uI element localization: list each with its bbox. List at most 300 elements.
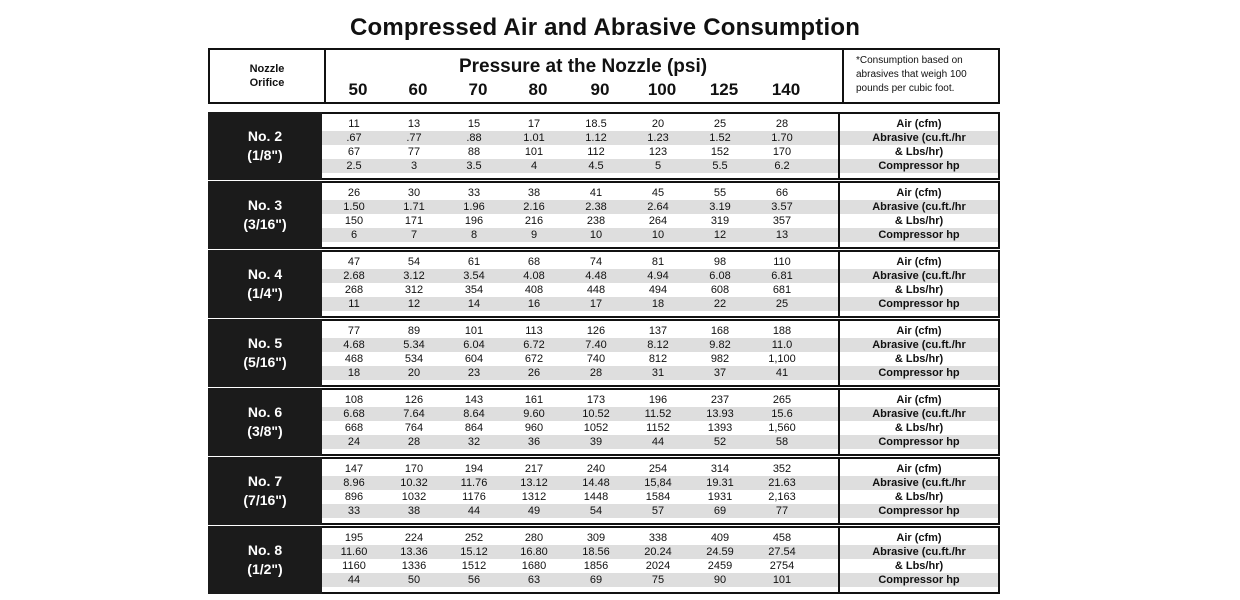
table-cell: 13.12 — [520, 477, 548, 489]
table-cell: 1336 — [401, 560, 427, 572]
table-row — [322, 462, 998, 476]
column-divider — [838, 459, 840, 523]
nozzle-label — [208, 112, 322, 180]
table-row — [322, 352, 998, 366]
table-cell: 98 — [713, 256, 727, 268]
table-cell: 1931 — [707, 491, 733, 503]
table-cell: 7.64 — [403, 408, 425, 420]
table-cell: 12 — [407, 298, 421, 310]
table-cell: 2.5 — [346, 160, 362, 172]
table-cell: 33 — [467, 187, 481, 199]
nozzle-size: (3/16") — [243, 216, 287, 232]
pressure-column-header: 70 — [468, 80, 488, 99]
table-cell: 27.54 — [768, 546, 796, 558]
table-row — [322, 504, 998, 518]
table-cell: 216 — [524, 215, 544, 227]
column-divider — [838, 183, 840, 247]
table-cell: 161 — [524, 394, 544, 406]
row-label: & Lbs/hr) — [894, 215, 944, 227]
nozzle-number: No. 5 — [247, 335, 283, 351]
table-row — [322, 531, 998, 545]
table-cell: 28 — [407, 436, 421, 448]
table-cell: 17 — [527, 118, 541, 130]
table-cell: 448 — [586, 284, 606, 296]
table-cell: 16.80 — [520, 546, 548, 558]
table-cell: 101 — [464, 325, 484, 337]
table-cell: 1.12 — [585, 132, 607, 144]
row-label: Abrasive (cu.ft./hr — [872, 408, 966, 420]
table-row — [322, 186, 998, 200]
row-label: & Lbs/hr) — [894, 560, 944, 572]
row-label: & Lbs/hr) — [894, 284, 944, 296]
table-cell: 14.48 — [582, 477, 610, 489]
table-row — [322, 117, 998, 131]
pressure-column-header: 140 — [771, 80, 801, 99]
table-cell: 1.52 — [709, 132, 731, 144]
table-cell: 314 — [710, 463, 730, 475]
nozzle-number: No. 2 — [247, 128, 283, 144]
table-cell: 982 — [710, 353, 730, 365]
table-cell: 468 — [344, 353, 364, 365]
table-cell: 5 — [654, 160, 662, 172]
table-row — [322, 214, 998, 228]
table-cell: 1.96 — [463, 201, 485, 213]
row-label: Compressor hp — [878, 574, 960, 586]
table-cell: 69 — [589, 574, 603, 586]
nozzle-size: (1/4") — [247, 285, 283, 301]
table-cell: 3.12 — [403, 270, 425, 282]
table-cell: 5.34 — [403, 339, 425, 351]
nozzle-data-block — [322, 181, 1000, 249]
table-cell: 45 — [651, 187, 665, 199]
table-header — [208, 48, 1000, 104]
row-label: Abrasive (cu.ft./hr — [872, 477, 966, 489]
pressure-column-header: 80 — [528, 80, 548, 99]
table-cell: 740 — [586, 353, 606, 365]
table-cell: 38 — [407, 505, 421, 517]
table-cell: 28 — [775, 118, 789, 130]
table-cell: 812 — [648, 353, 668, 365]
table-cell: 39 — [589, 436, 603, 448]
table-cell: 1.01 — [523, 132, 545, 144]
row-label: & Lbs/hr) — [894, 353, 944, 365]
table-cell: 14 — [467, 298, 481, 310]
table-cell: 1584 — [645, 491, 671, 503]
nozzle-number: No. 6 — [247, 404, 283, 420]
table-cell: 69 — [713, 505, 727, 517]
table-cell: 264 — [648, 215, 668, 227]
table-cell: 54 — [589, 505, 603, 517]
table-cell: 217 — [524, 463, 544, 475]
table-cell: 1.70 — [771, 132, 793, 144]
table-row — [322, 324, 998, 338]
table-cell: 2,163 — [768, 491, 796, 503]
table-cell: 26 — [347, 187, 361, 199]
table-cell: 6.72 — [523, 339, 545, 351]
table-cell: 352 — [772, 463, 792, 475]
column-divider — [838, 252, 840, 316]
row-label: Air (cfm) — [896, 394, 942, 406]
table-cell: 63 — [527, 574, 541, 586]
table-cell: 195 — [344, 532, 364, 544]
table-cell: 88 — [467, 146, 481, 158]
table-cell: 168 — [710, 325, 730, 337]
table-cell: 2024 — [645, 560, 671, 572]
table-cell: 15 — [467, 118, 481, 130]
chart-title: Compressed Air and Abrasive Consumption — [349, 14, 861, 41]
table-cell: 1.50 — [343, 201, 365, 213]
nozzle-label — [208, 526, 322, 594]
table-cell: 1052 — [583, 422, 609, 434]
table-cell: 494 — [648, 284, 668, 296]
table-cell: 77 — [347, 325, 361, 337]
column-divider — [838, 114, 840, 178]
table-cell: 268 — [344, 284, 364, 296]
table-cell: 240 — [586, 463, 606, 475]
table-cell: 41 — [589, 187, 603, 199]
table-cell: 4.68 — [343, 339, 365, 351]
table-cell: 32 — [467, 436, 481, 448]
nozzle-data-block — [322, 457, 1000, 525]
table-cell: 15.6 — [771, 408, 793, 420]
table-cell: 25 — [713, 118, 727, 130]
table-cell: 1680 — [521, 560, 547, 572]
table-cell: 6.68 — [343, 408, 365, 420]
table-cell: 18.56 — [582, 546, 610, 558]
row-label: Compressor hp — [878, 505, 960, 517]
table-cell: 101 — [524, 146, 544, 158]
table-cell: 18 — [651, 298, 665, 310]
table-cell: 338 — [648, 532, 668, 544]
table-cell: 7 — [410, 229, 418, 241]
table-cell: 252 — [464, 532, 484, 544]
nozzle-label — [208, 457, 322, 525]
table-row — [322, 545, 998, 559]
table-cell: 68 — [527, 256, 541, 268]
nozzle-size: (5/16") — [243, 354, 287, 370]
row-label: Abrasive (cu.ft./hr — [872, 132, 966, 144]
table-row — [322, 476, 998, 490]
table-cell: 57 — [651, 505, 665, 517]
row-label: Air (cfm) — [896, 187, 942, 199]
nozzle-data-block — [322, 319, 1000, 387]
table-cell: 49 — [527, 505, 541, 517]
table-cell: 2.68 — [343, 270, 365, 282]
table-cell: 3.5 — [466, 160, 482, 172]
nozzle-orifice-header — [210, 50, 326, 102]
nozzle-number: No. 3 — [247, 197, 283, 213]
row-label: Air (cfm) — [896, 325, 942, 337]
table-cell: 864 — [464, 422, 484, 434]
table-cell: 6.08 — [709, 270, 731, 282]
table-cell: 152 — [710, 146, 730, 158]
nozzle-label — [208, 319, 322, 387]
table-row — [322, 573, 998, 587]
table-cell: 1,100 — [768, 353, 796, 365]
orifice-header-line1: Nozzle — [249, 63, 285, 75]
pressure-column-header: 100 — [647, 80, 677, 99]
table-cell: 2.16 — [523, 201, 545, 213]
table-cell: 960 — [524, 422, 544, 434]
nozzle-group — [208, 250, 1000, 318]
table-cell: 36 — [527, 436, 541, 448]
table-cell: 75 — [651, 574, 665, 586]
table-cell: 50 — [407, 574, 421, 586]
table-cell: 10.32 — [400, 477, 428, 489]
table-cell: 254 — [648, 463, 668, 475]
table-cell: 2754 — [769, 560, 795, 572]
row-label: Abrasive (cu.ft./hr — [872, 339, 966, 351]
table-cell: 173 — [586, 394, 606, 406]
table-cell: 108 — [344, 394, 364, 406]
table-cell: 15.12 — [460, 546, 488, 558]
note-line: pounds per cubic foot. — [856, 83, 955, 94]
table-cell: 265 — [772, 394, 792, 406]
table-cell: 6 — [350, 229, 358, 241]
nozzle-size: (1/8") — [247, 147, 283, 163]
table-cell: 30 — [407, 187, 421, 199]
table-cell: 13 — [407, 118, 421, 130]
orifice-header-line2: Orifice — [249, 77, 285, 89]
note-line: *Consumption based on — [856, 55, 963, 66]
table-cell: 6.81 — [771, 270, 793, 282]
nozzle-number: No. 4 — [247, 266, 283, 282]
table-cell: 4.48 — [585, 270, 607, 282]
table-cell: 354 — [464, 284, 484, 296]
table-cell: 81 — [651, 256, 665, 268]
column-divider — [838, 321, 840, 385]
row-label: & Lbs/hr) — [894, 491, 944, 503]
table-cell: 25 — [775, 298, 789, 310]
row-label: Abrasive (cu.ft./hr — [872, 270, 966, 282]
table-cell: 38 — [527, 187, 541, 199]
table-cell: 1393 — [707, 422, 733, 434]
pressure-column-header: 50 — [348, 80, 368, 99]
table-cell: 280 — [524, 532, 544, 544]
table-cell: 47 — [347, 256, 361, 268]
table-cell: 77 — [775, 505, 789, 517]
table-cell: 196 — [648, 394, 668, 406]
row-label: Air (cfm) — [896, 118, 942, 130]
row-label: Compressor hp — [878, 298, 960, 310]
table-cell: 26 — [527, 367, 541, 379]
table-cell: 2459 — [707, 560, 733, 572]
row-label: Air (cfm) — [896, 532, 942, 544]
table-cell: 19.31 — [706, 477, 734, 489]
table-cell: 8.12 — [647, 339, 669, 351]
row-label: Compressor hp — [878, 160, 960, 172]
table-cell: 3.19 — [709, 201, 731, 213]
table-cell: 604 — [464, 353, 484, 365]
table-cell: 7.40 — [585, 339, 607, 351]
table-cell: 1.23 — [647, 132, 669, 144]
column-divider — [838, 528, 840, 592]
table-cell: 24.59 — [706, 546, 734, 558]
table-row — [322, 407, 998, 421]
table-cell: 11.60 — [340, 546, 368, 558]
table-cell: 15,84 — [644, 477, 672, 489]
table-cell: 4.5 — [588, 160, 604, 172]
table-cell: 126 — [586, 325, 606, 337]
table-cell: .67 — [346, 132, 362, 144]
nozzle-data-block — [322, 388, 1000, 456]
table-cell: 1.71 — [403, 201, 425, 213]
nozzle-group — [208, 181, 1000, 249]
table-cell: 1312 — [521, 491, 547, 503]
table-cell: 170 — [404, 463, 424, 475]
nozzle-data-block — [322, 250, 1000, 318]
table-cell: 89 — [407, 325, 421, 337]
table-cell: 11.76 — [460, 477, 488, 489]
table-cell: 672 — [524, 353, 544, 365]
nozzle-size: (3/8") — [247, 423, 283, 439]
table-cell: 1032 — [401, 491, 427, 503]
table-cell: 11.52 — [644, 408, 672, 420]
table-cell: 896 — [344, 491, 364, 503]
note-line: abrasives that weigh 100 — [856, 69, 967, 80]
row-label: Abrasive (cu.ft./hr — [872, 546, 966, 558]
table-cell: 11.0 — [771, 339, 793, 351]
table-cell: 8 — [470, 229, 478, 241]
table-cell: 44 — [347, 574, 361, 586]
table-row — [322, 269, 998, 283]
table-cell: 10.52 — [582, 408, 610, 420]
table-cell: 150 — [344, 215, 364, 227]
row-label: Compressor hp — [878, 367, 960, 379]
table-cell: 44 — [651, 436, 665, 448]
column-divider — [838, 390, 840, 454]
table-cell: 33 — [347, 505, 361, 517]
table-cell: 681 — [772, 284, 792, 296]
table-cell: 9 — [530, 229, 538, 241]
table-cell: 5.5 — [712, 160, 728, 172]
table-cell: 137 — [648, 325, 668, 337]
table-cell: 3.54 — [463, 270, 485, 282]
table-row — [322, 490, 998, 504]
row-label: Air (cfm) — [896, 256, 942, 268]
table-cell: 123 — [648, 146, 668, 158]
table-cell: 20.24 — [644, 546, 672, 558]
table-cell: 66 — [775, 187, 789, 199]
table-cell: 194 — [464, 463, 484, 475]
table-cell: 1856 — [583, 560, 609, 572]
table-cell: 312 — [404, 284, 424, 296]
table-cell: 319 — [710, 215, 730, 227]
row-label: & Lbs/hr) — [894, 422, 944, 434]
table-cell: 6.04 — [463, 339, 485, 351]
table-cell: 13.36 — [400, 546, 428, 558]
table-cell: 4.94 — [647, 270, 669, 282]
table-cell: 1512 — [461, 560, 487, 572]
table-cell: 28 — [589, 367, 603, 379]
pressure-header — [326, 50, 840, 102]
table-cell: 3.57 — [771, 201, 793, 213]
consumption-note — [842, 50, 998, 102]
table-cell: 408 — [524, 284, 544, 296]
table-cell: 409 — [710, 532, 730, 544]
table-cell: 52 — [713, 436, 727, 448]
table-cell: .88 — [466, 132, 482, 144]
table-row — [322, 145, 998, 159]
table-row — [322, 131, 998, 145]
table-row — [322, 435, 998, 449]
table-cell: 61 — [467, 256, 481, 268]
table-cell: 22 — [713, 298, 727, 310]
table-cell: 8.64 — [463, 408, 485, 420]
table-cell: 54 — [407, 256, 421, 268]
table-cell: 44 — [467, 505, 481, 517]
table-cell: 20 — [651, 118, 665, 130]
table-cell: 13.93 — [706, 408, 734, 420]
table-cell: 4.08 — [523, 270, 545, 282]
table-cell: 224 — [404, 532, 424, 544]
table-cell: 9.82 — [709, 339, 731, 351]
table-cell: 196 — [464, 215, 484, 227]
table-cell: 4 — [530, 160, 538, 172]
nozzle-number: No. 8 — [247, 542, 283, 558]
table-cell: 113 — [525, 325, 543, 337]
table-cell: 608 — [710, 284, 730, 296]
table-cell: 9.60 — [523, 408, 545, 420]
nozzle-group — [208, 388, 1000, 456]
row-label: Abrasive (cu.ft./hr — [872, 201, 966, 213]
table-cell: 1448 — [583, 491, 609, 503]
nozzle-label — [208, 388, 322, 456]
table-cell: 188 — [772, 325, 792, 337]
nozzle-number: No. 7 — [247, 473, 283, 489]
table-cell: 74 — [589, 256, 603, 268]
table-cell: 3 — [410, 160, 418, 172]
table-cell: 21.63 — [768, 477, 796, 489]
table-cell: 13 — [775, 229, 789, 241]
table-cell: 11 — [348, 118, 360, 130]
row-label: & Lbs/hr) — [894, 146, 944, 158]
table-cell: 23 — [467, 367, 481, 379]
table-cell: 90 — [713, 574, 727, 586]
table-cell: 170 — [772, 146, 792, 158]
row-label: Compressor hp — [878, 229, 960, 241]
table-cell: 11 — [348, 298, 360, 310]
table-cell: 56 — [467, 574, 481, 586]
nozzle-group — [208, 457, 1000, 525]
table-cell: 171 — [404, 215, 424, 227]
table-cell: 238 — [586, 215, 606, 227]
pressure-title: Pressure at the Nozzle (psi) — [458, 56, 708, 77]
table-cell: 55 — [713, 187, 727, 199]
table-cell: 6.2 — [774, 160, 790, 172]
table-cell: 1,560 — [768, 422, 796, 434]
table-cell: 101 — [772, 574, 792, 586]
table-row — [322, 393, 998, 407]
row-label: Compressor hp — [878, 436, 960, 448]
table-cell: 24 — [347, 436, 361, 448]
table-row — [322, 200, 998, 214]
table-cell: 2.38 — [585, 201, 607, 213]
table-row — [322, 559, 998, 573]
table-cell: 58 — [775, 436, 789, 448]
nozzle-group — [208, 526, 1000, 594]
table-cell: 1160 — [342, 560, 366, 572]
table-cell: 12 — [713, 229, 727, 241]
pressure-column-header: 60 — [408, 80, 428, 99]
table-cell: 37 — [713, 367, 727, 379]
nozzle-data-block — [322, 526, 1000, 594]
table-cell: 18.5 — [585, 118, 607, 130]
consumption-table — [208, 48, 1000, 586]
table-cell: 309 — [586, 532, 606, 544]
table-cell: 1176 — [462, 491, 486, 503]
table-row — [322, 255, 998, 269]
